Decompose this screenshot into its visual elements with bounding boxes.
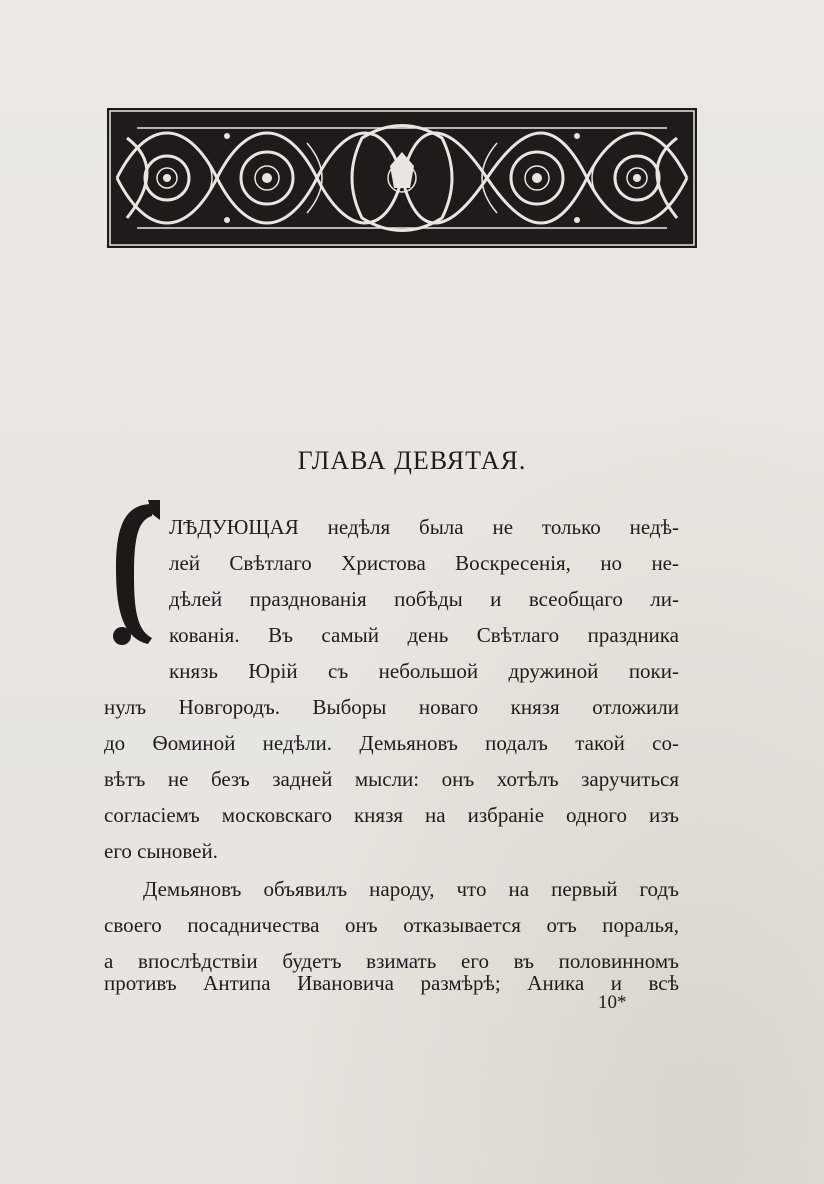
text-line: ЛѢДУЮЩАЯ недѣля была не только недѣ- xyxy=(169,515,679,539)
text-line: лей Свѣтлаго Христова Воскресенія, но не- xyxy=(169,551,679,575)
headpiece-ornament xyxy=(107,108,697,248)
text-line: согласіемъ московскаго князя на избраніе одного изъ xyxy=(104,803,679,827)
chapter-title: ГЛАВА ДЕВЯТАЯ. xyxy=(297,446,527,475)
text-line: кованія. Въ самый день Свѣтлаго праздника xyxy=(169,623,679,647)
text-line: а впослѣдствіи будетъ взимать его въ половинномъ xyxy=(104,949,679,973)
drop-cap-letter xyxy=(104,498,164,650)
text-line: противъ Антипа Ивановича размѣрѣ; Аника и всѣ xyxy=(104,971,679,995)
page-number: 10* xyxy=(598,992,627,1013)
text-line: до Ѳоминой недѣли. Демьяновъ подалъ такой со- xyxy=(104,731,679,755)
text-line: Демьяновъ объявилъ народу, что на первый годъ xyxy=(143,877,679,901)
text-line: вѣтъ не безъ задней мысли: онъ хотѣлъ заручиться xyxy=(104,767,679,791)
text-line: своего посадничества онъ отказывается отъ поралья, xyxy=(104,913,679,937)
text-line: нулъ Новгородъ. Выборы новаго князя отложили xyxy=(104,695,679,719)
text-line: князь Юрій съ небольшой дружиной поки- xyxy=(169,659,679,683)
text-line: его сыновей. xyxy=(104,839,218,863)
text-line: дѣлей празднованія побѣды и всеобщаго ли- xyxy=(169,587,679,611)
